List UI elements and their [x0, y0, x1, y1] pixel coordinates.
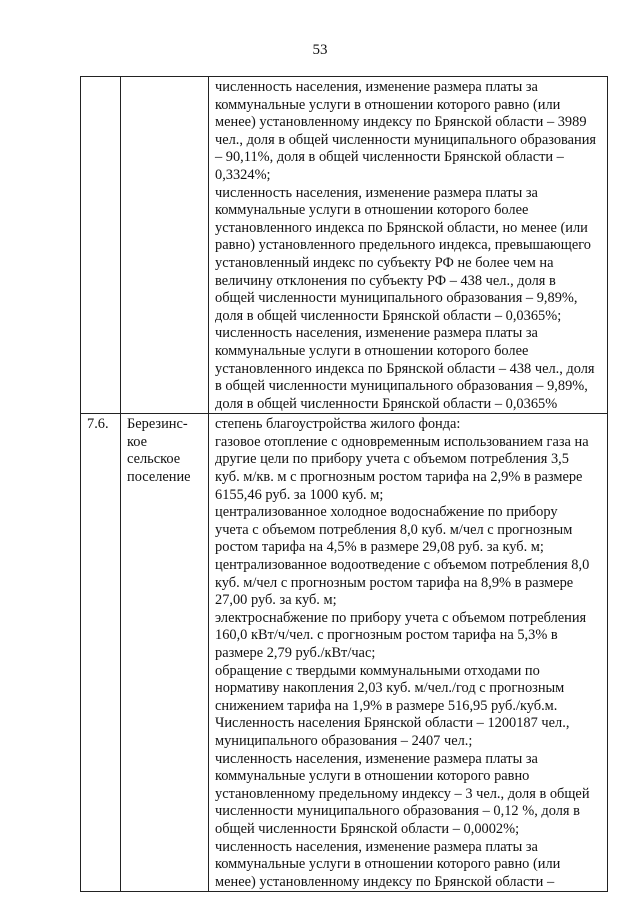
text-line: коммунальные услуги в отношении которого равно (или — [215, 856, 561, 873]
text-line: 160,0 кВт/ч/чел. с прогнозным ростом тарифа на 5,3% в — [215, 627, 558, 644]
text-line: установленный индекс по субъекту РФ не более чем на — [215, 254, 554, 271]
text-line: величину отклонения по субъекту РФ – 438 чел., доля в — [215, 272, 556, 289]
text-line: установленного индекса по Брянской области – 438 чел., доля — [215, 360, 595, 377]
text-line: обращение с твердыми коммунальными отходами по — [215, 662, 540, 679]
text-line: снижением тарифа на 1,9% в размере 516,95 руб./куб.м. — [215, 697, 558, 714]
text-line: муниципального образования – 2407 чел.; — [215, 732, 473, 749]
text-line: степень благоустройства жилого фонда: — [215, 416, 461, 433]
table-row — [81, 77, 608, 414]
text-line: численность населения, изменение размера платы за — [215, 325, 538, 342]
text-line: численность населения, изменение размера платы за — [215, 79, 538, 95]
text-line: менее) установленному индексу по Брянской области – — [215, 873, 555, 890]
row-description-cell — [209, 414, 608, 892]
page-number: 53 — [312, 42, 328, 58]
text-line: централизованное холодное водоснабжение по прибору — [215, 504, 558, 521]
text-line: численность населения, изменение размера платы за — [215, 750, 538, 767]
text-line: кое — [127, 433, 148, 450]
text-line: ростом тарифа на 4,5% в размере 29,08 руб. за куб. м; — [215, 539, 544, 556]
text-line: размере 2,79 руб./кВт/час; — [215, 645, 376, 661]
text-line: поселение — [127, 469, 191, 486]
row-number-cell — [81, 77, 121, 414]
text-line: общей численности муниципального образования – 9,89%, — [215, 290, 578, 307]
text-line: численность населения, изменение размера платы за — [215, 838, 538, 855]
text-line: равно) установленного предельного индекса, превышающего — [215, 237, 591, 254]
text-line: доля в общей численности Брянской области – 0,0365%; — [215, 307, 562, 324]
text-line: общей численности Брянской области – 0,0002%; — [215, 820, 520, 837]
text-line: Березинс- — [127, 416, 188, 433]
text-line: установленного индекса по Брянской области, но менее (или — [215, 219, 588, 236]
text-line: сельское — [127, 451, 181, 468]
text-line: установленному предельному индексу – 3 чел., доля в общей — [215, 785, 590, 802]
text-line: численности муниципального образования – 0,12 %, доля в — [215, 803, 580, 820]
row-description — [209, 77, 607, 413]
row-name — [121, 414, 208, 486]
row-name-cell — [121, 414, 209, 892]
row-description — [209, 414, 607, 891]
text-line: куб. м/кв. м с прогнозным ростом тарифа на 2,9% в размере — [215, 469, 583, 486]
text-line: Численность населения Брянской области – 1200187 чел., — [215, 715, 570, 732]
row-number-cell — [81, 414, 121, 892]
text-line: 0,3324%; — [215, 166, 271, 183]
text-line: газовое отопление с одновременным использованием газа на — [215, 433, 589, 450]
text-line: нормативу накопления 2,03 куб. м/чел./год с прогнозным — [215, 680, 565, 697]
text-line: в общей численности муниципального образования – 9,89%, — [215, 378, 588, 395]
text-line: куб. м/чел с прогнозным ростом тарифа на 8,9% в размере — [215, 574, 574, 591]
text-line: менее) установленному индексу по Брянской области – 3989 — [215, 114, 587, 131]
row-number — [81, 77, 120, 79]
document-table — [80, 76, 608, 892]
text-line: коммунальные услуги в отношении которого равно (или — [215, 96, 561, 113]
text-line: коммунальные услуги в отношении которого более — [215, 342, 529, 359]
text-line: учета с объемом потребления 8,0 куб. м/чел с прогнозным — [215, 521, 573, 538]
text-line: – 90,11%, доля в общей численности Брянской области – — [215, 149, 564, 166]
row-description-cell — [209, 77, 608, 414]
row-name — [121, 77, 208, 79]
row-number: 7.6. — [87, 416, 109, 433]
text-line: электроснабжение по прибору учета с объемом потребления — [215, 609, 587, 626]
text-line: централизованное водоотведение с объемом потребления 8,0 — [215, 557, 590, 574]
text-line: чел., доля в общей численности муниципального образования — [215, 131, 597, 148]
text-line: доля в общей численности Брянской области – 0,0365% — [215, 395, 558, 412]
text-line: другие цели по прибору учета с объемом потребления 3,5 — [215, 451, 569, 468]
text-line: численность населения, изменение размера платы за — [215, 184, 538, 201]
text-line: коммунальные услуги в отношении которого более — [215, 202, 529, 219]
text-line: коммунальные услуги в отношении которого равно — [215, 768, 530, 785]
row-name-cell — [121, 77, 209, 414]
text-line: 6155,46 руб. за 1000 куб. м; — [215, 486, 384, 503]
text-line: 27,00 руб. за куб. м; — [215, 592, 337, 609]
table-row — [81, 414, 608, 892]
